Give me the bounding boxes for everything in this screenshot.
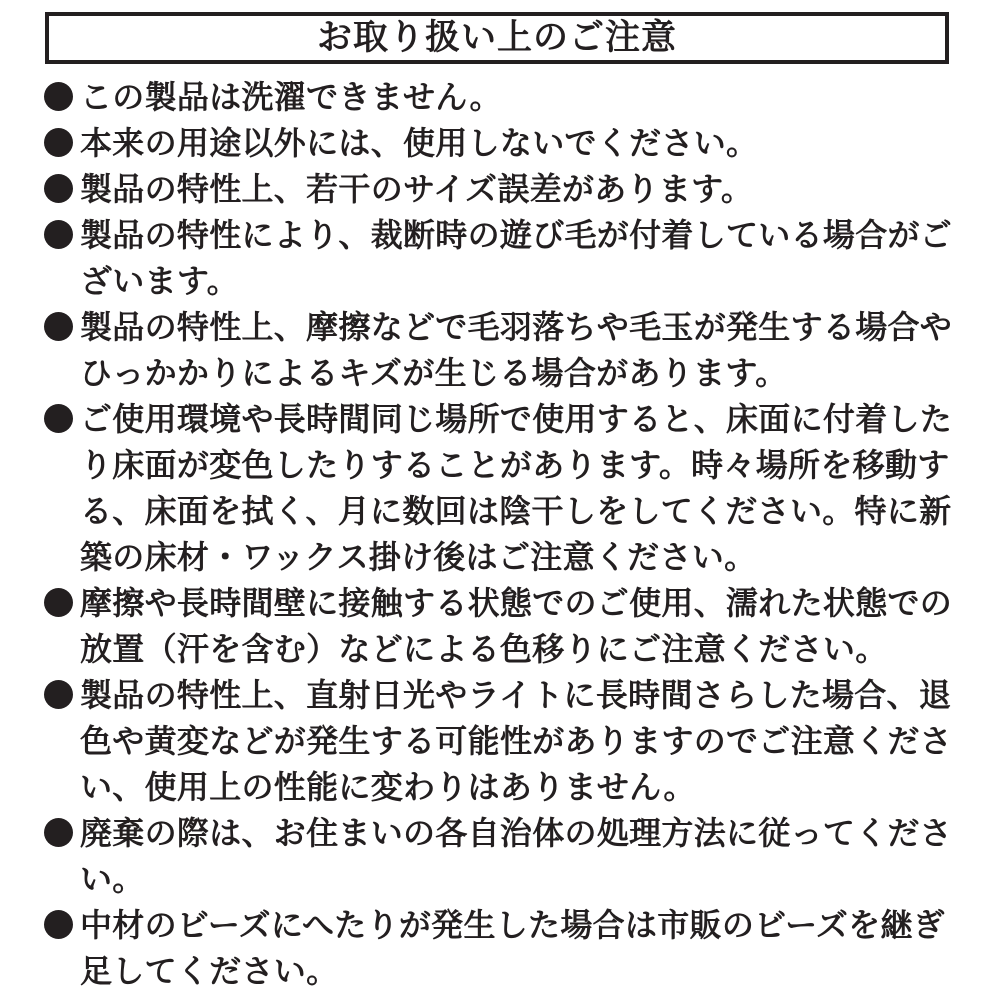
note-text: 摩擦や長時間壁に接触する状態でのご使用、濡れた状態での放置（汗を含む）などによる色移りにご注意ください。 [80,584,953,668]
bullet-icon [44,910,73,939]
list-item [40,580,960,672]
note-text: 中材のビーズにへたりが発生した場合は市販のビーズを継ぎ足してください。 [80,906,946,990]
bullet-icon [44,82,73,111]
note-text: 製品の特性上、若干のサイズ誤差があります。 [80,170,754,208]
note-text: この製品は洗濯できません。 [80,78,502,116]
list-item [40,304,960,396]
note-text: 製品の特性により、裁断時の遊び毛が付着している場合がございます。 [80,216,953,300]
bullet-icon [44,680,73,709]
bullet-icon [44,174,73,203]
list-item [40,74,960,120]
note-text: 製品の特性上、直射日光やライトに長時間さらした場合、退色や黄変などが発生する可能性がありますのでご注意ください、使用上の性能に変わりはありません。 [80,676,953,806]
notes-list [40,74,960,994]
title-box [45,12,949,64]
note-text: 製品の特性上、摩擦などで毛羽落ちや毛玉が発生する場合やひっかかりによるキズが生じる場合があります。 [80,308,953,392]
bullet-icon [44,404,73,433]
list-item [40,212,960,304]
note-text: 本来の用途以外には、使用しないでください。 [80,124,759,162]
bullet-icon [44,312,73,341]
list-item [40,672,960,810]
bullet-icon [44,588,73,617]
bullet-icon [44,220,73,249]
note-text: 廃棄の際は、お住まいの各自治体の処理方法に従ってください。 [80,814,953,898]
list-item [40,120,960,166]
page-title: お取り扱い上のご注意 [316,17,677,58]
bullet-icon [44,128,73,157]
list-item [40,810,960,902]
list-item [40,902,960,994]
list-item [40,396,960,580]
bullet-icon [44,818,73,847]
list-item [40,166,960,212]
note-text: ご使用環境や長時間同じ場所で使用すると、床面に付着したり床面が変色したりすることがあります。時々場所を移動する、床面を拭く、月に数回は陰干しをしてください。特に新築の床材・ワックス掛け後はご注意ください。 [80,400,953,576]
